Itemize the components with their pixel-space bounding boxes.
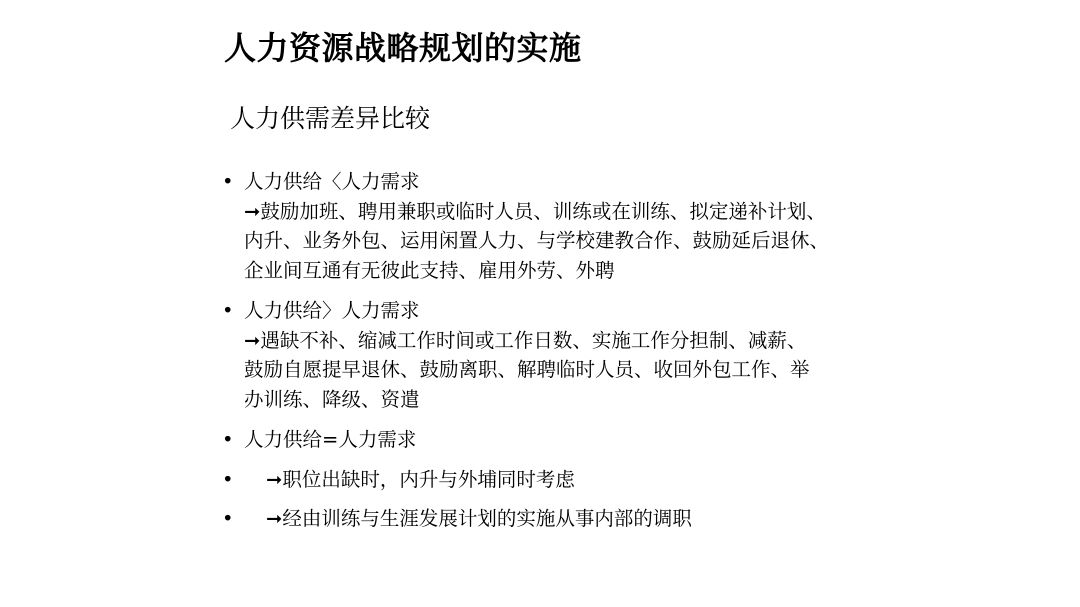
bullet-line: ➞遇缺不补、缩减工作时间或工作日数、实施工作分担制、减薪、 [244, 328, 807, 352]
bullet-heading: 人力供给=人力需求 [244, 428, 417, 451]
slide-title: 人力资源战略规划的实施 [224, 29, 582, 67]
bullet-heading: 人力供给〈人力需求 [244, 170, 420, 193]
bullet-item [222, 504, 942, 534]
bullet-heading: 人力供给〉人力需求 [244, 299, 420, 322]
slide-subtitle: 人力供需差异比较 [230, 104, 431, 133]
bullet-item [222, 167, 942, 285]
bullet-item [222, 465, 942, 495]
bullet-line: 内升、业务外包、运用闲置人力、与学校建教合作、鼓励延后退休、 [244, 229, 830, 252]
bullet-line: 办训练、降级、资遣 [244, 387, 420, 411]
bullet-heading: ➞职位出缺时，内升与外埔同时考虑 [266, 467, 575, 491]
bullet-item [222, 296, 942, 414]
bullet-icon: • [222, 428, 234, 451]
bullet-icon: • [222, 467, 234, 491]
bullet-icon: • [222, 170, 234, 193]
bullet-item [222, 425, 942, 455]
bullet-list [222, 167, 942, 534]
bullet-heading: ➞经由训练与生涯发展计划的实施从事内部的调职 [266, 507, 692, 530]
bullet-icon: • [222, 507, 234, 530]
bullet-line: ➞鼓励加班、聘用兼职或临时人员、训练或在训练、拟定递补计划、 [244, 199, 826, 223]
bullet-line: 鼓励自愿提早退休、鼓励离职、解聘临时人员、收回外包工作、举 [244, 358, 810, 381]
bullet-icon: • [222, 299, 234, 322]
bullet-line: 企业间互通有无彼此支持、雇用外劳、外聘 [244, 258, 615, 282]
